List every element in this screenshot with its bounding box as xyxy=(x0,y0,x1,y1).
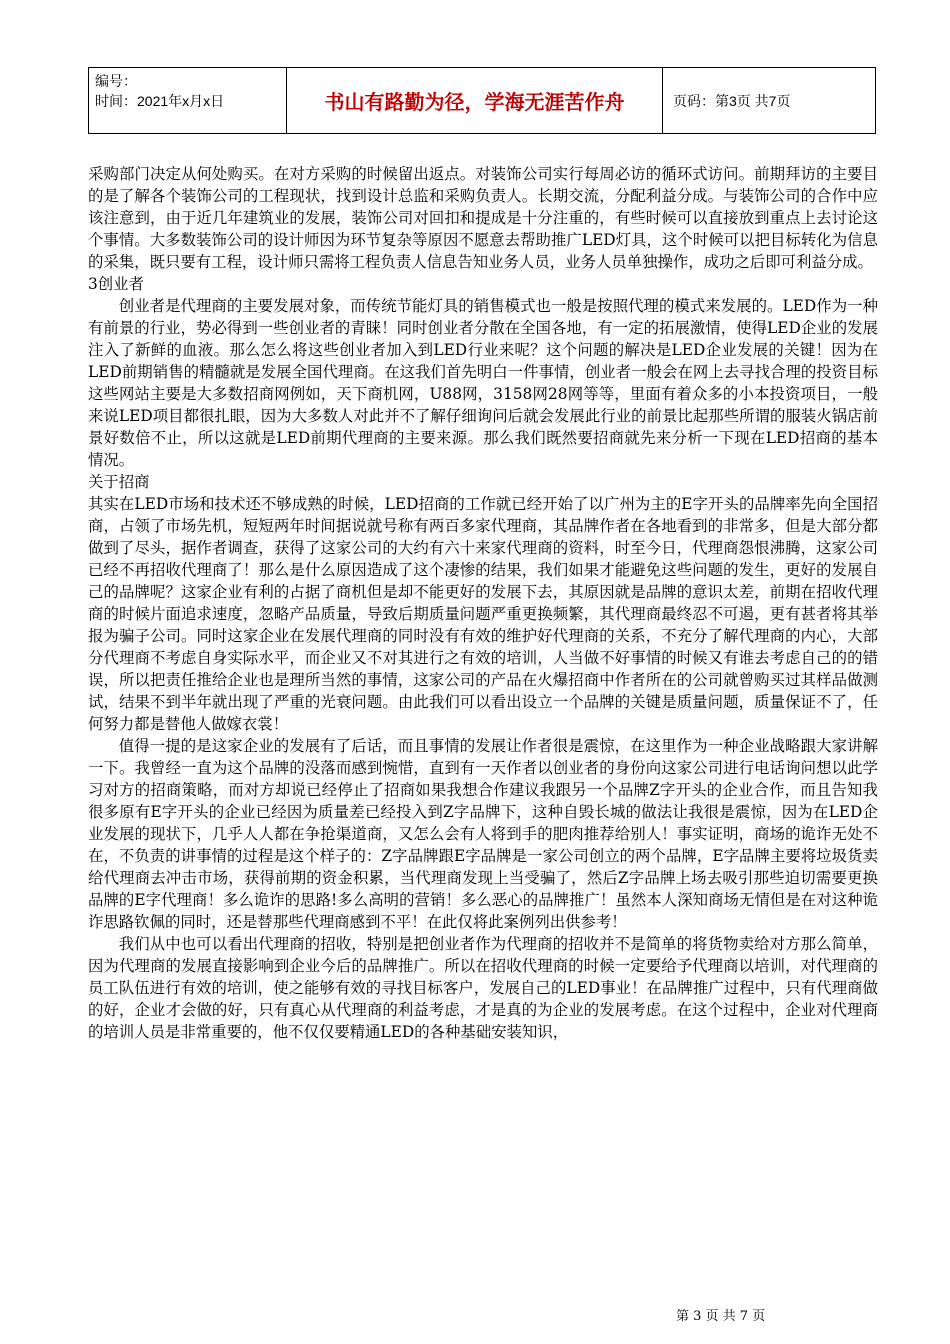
paragraph: 其实在LED市场和技术还不够成熟的时候，LED招商的工作就已经开始了以广州为主的E字开头的品牌率先向全国招商，占领了市场先机，短短两年时间据说就号称有两百多家代理商，其品牌作者在各地看到的非常多，但是大部分都做到了尽头，据作者调查，获得了这家公司的大约有六十来家代理商的资料，时至今日，代理商怨恨沸腾，这家公司已经不再招收代理商了！那么是什么原因造成了这个凄惨的结果，我们如果才能避免这些问题的发生，更好的发展自己的品牌呢？这家企业有利的占据了商机但是却不能更好的发展下去，其原因就是品牌的意识太差，前期在招收代理商的时候片面追求速度，忽略产品质量，导致后期质量问题严重更换频繁，其代理商最终忍不可遏，更有甚者将其举报为骗子公司。同时这家企业在发展代理商的同时没有有效的维护好代理商的关系，不充分了解代理商的内心，大部分代理商不考虑自身实际水平，而企业又不对其进行之有效的培训，人当做不好事情的时候又有谁去考虑自己的的错误，所以把责任推给企业也是理所当然的事情，这家公司的产品在火爆招商中作者所在的公司就曾购买过其样品做测试，结果不到半年就出现了严重的光衰问题。由此我们可以看出设立一个品牌的关键是质量问题，质量保证不了，任何努力都是替他人做嫁衣裳！ xyxy=(88,495,878,733)
paragraph: 值得一提的是这家企业的发展有了后话，而且事情的发展让作者很是震惊，在这里作为一种企业战略跟大家讲解一下。我曾经一直为这个品牌的没落而感到惋惜，直到有一天作者以创业者的身份向这家公司进行电话询问想以此学习对方的招商策略，而对方却说已经停止了招商如果我想合作建议我跟另一个品牌Z字开头的企业合作，而且告知我很多原有E字开头的企业已经因为质量差已经投入到Z字品牌下，这种自毁长城的做法让我很是震惊，因为在LED企业发展的现状下，几乎人人都在争抢渠道商，又怎么会有人将到手的肥肉推荐给别人！事实证明，商场的诡诈无处不在，不负责的讲事情的过程是这个样子的：Z字品牌跟E字品牌是一家公司创立的两个品牌，E字品牌主要将垃圾货卖给代理商去冲击市场，获得前期的资金积累，当代理商发现上当受骗了，然后Z字品牌上场去吸引那些迫切需要更换品牌的E字代理商！多么诡诈的思路!多么高明的营销！多么恶心的品牌推广！虽然本人深知商场无情但是在对这种诡诈思路钦佩的同时，还是替那些代理商感到不平！在此仅将此案例列出供参考！ xyxy=(88,737,878,931)
header-meta xyxy=(89,68,287,133)
header-page-info: 页码：第3页 共7页 xyxy=(673,92,791,109)
document-number-label: 编号： xyxy=(95,73,137,89)
document-body xyxy=(88,163,878,1043)
paragraph: 我们从中也可以看出代理商的招收，特别是把创业者作为代理商的招收并不是简单的将货物卖给对方那么简单，因为代理商的发展直接影响到企业今后的品牌推广。所以在招收代理商的时候一定要给予代理商以培训，对代理商的员工队伍进行有效的培训，使之能够有效的寻找目标客户，发展自己的LED事业！在品牌推广过程中，只有代理商做的好，企业才会做的好，只有真心从代理商的利益考虑，才是真的为企业的发展考虑。在这个过程中，企业对代理商的培训人员是非常重要的，他不仅仅要精通LED的各种基础安装知识， xyxy=(88,935,878,1041)
document-time-label: 时间：2021年x月x日 xyxy=(95,93,225,109)
paragraph: 创业者是代理商的主要发展对象，而传统节能灯具的销售模式也一般是按照代理的模式来发展的。LED作为一种有前景的行业，势必得到一些创业者的青睐！同时创业者分散在全国各地，有一定的拓展激情，使得LED企业的发展注入了新鲜的血液。那么怎么将这些创业者加入到LED行业来呢？这个问题的解决是LED企业发展的关键！因为在LED前期销售的精髓就是发展全国代理商。在这我们首先明白一件事情，创业者一般会在网上去寻找合理的投资目标这些网站主要是大多数招商网例如，天下商机网，U88网，3158网28网等等，里面有着众多的小本投资项目，一般来说LED项目都很扎眼，因为大多数人对此并不了解仔细询问后就会发展此行业的前景比起那些所谓的服装火锅店前景好数倍不止，所以这就是LED前期代理商的主要来源。那么我们既然要招商就先来分析一下现在LED招商的基本情况。 xyxy=(88,297,878,469)
header-motto: 书山有路勤为径，学海无涯苦作舟 xyxy=(287,68,663,133)
footer-page-number: 第 3 页 共 7 页 xyxy=(676,1309,766,1324)
document-header xyxy=(88,67,876,134)
section-heading: 关于招商 xyxy=(88,473,150,491)
section-heading: 3创业者 xyxy=(88,275,144,293)
paragraph: 采购部门决定从何处购买。在对方采购的时候留出返点。对装饰公司实行每周必访的循环式访问。前期拜访的主要目的是了解各个装饰公司的工程现状，找到设计总监和采购负责人。长期交流，分配利益分成。与装饰公司的合作中应该注意到，由于近几年建筑业的发展，装饰公司对回扣和提成是十分注重的，有些时候可以直接放到重点上去讨论这个事情。大多数装饰公司的设计师因为环节复杂等原因不愿意去帮助推广LED灯具，这个时候可以把目标转化为信息的采集，既只要有工程，设计师只需将工程负责人信息告知业务人员，业务人员单独操作，成功之后即可利益分成。 xyxy=(88,165,878,271)
